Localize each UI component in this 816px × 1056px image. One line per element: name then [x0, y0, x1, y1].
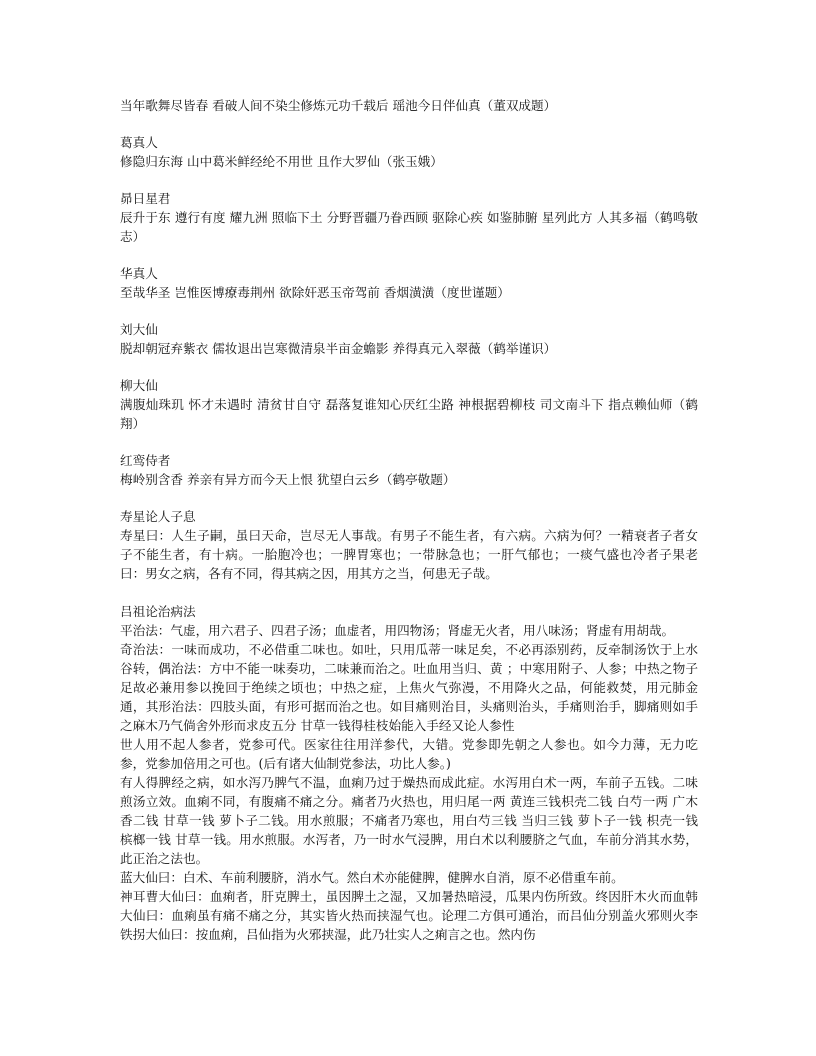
section-heading: 葛真人: [120, 135, 158, 150]
section-liu-daxian-willow: [120, 376, 698, 433]
body-paragraph: 有人得脾经之病，如水泻乃脾气不温，血痢乃过于燥热而成此症。水泻用白术一两，车前子五钱。二味煎汤立效。血痢不同，有腹痛不痛之分。痛者乃火热也，用归尾一两 黄连三钱枳壳二钱 白芍一两 广木香二钱 甘草一钱 萝卜子二钱。用水煎服；不痛者乃寒也，用白芍三钱 当归三钱 萝卜子一钱 枳壳一钱 槟榔一钱 甘草一钱。用水煎服。水泻者，乃一时水气浸脾，用白术以利腰脐之气血，车前分消其水势，此正治之法也。: [120, 775, 698, 866]
verse-text: 当年歌舞尽皆春 看破人间不染尘修炼元功千载后 瑶池今日伴仙真（董双成题）: [120, 98, 557, 113]
verse-text: 修隐归东海 山中葛米鲜经纶不用世 且作大罗仙（张玉娥）: [120, 154, 443, 169]
section-heading: 柳大仙: [120, 378, 158, 393]
section-maori-xingjun: [120, 189, 698, 246]
document-page: [120, 96, 698, 962]
body-paragraph: 寿星曰：人生子嗣，虽曰天命，岂尽无人事哉。有男子不能生者，有六病。六病为何？一精衰者子者女子不能生者，有十病。一胎胞冷也；一脾胃寒也；一带脉急也；一肝气郁也；一痰气盛也冷者子果老曰：男女之病，各有不同，得其病之因，用其方之当，何患无子哉。: [120, 528, 698, 581]
section-heading: 华真人: [120, 266, 158, 281]
verse-text: 满腹灿珠玑 怀才未遇时 清贫甘自守 磊落复谁知心厌红尘路 神根据碧柳枝 司文南斗下 指点赖仙师（鹤 翔）: [120, 397, 698, 431]
section-heading: 刘大仙: [120, 322, 158, 337]
section-heading: 昴日星君: [120, 191, 171, 206]
section-hua-zhenren: [120, 264, 698, 302]
section-shouxing: [120, 507, 698, 583]
section-heading: 寿星论人子息: [120, 509, 196, 524]
verse-text: 脱却朝冠弃紫衣 儒妆退出岂寒微清泉半亩金蟾影 养得真元入翠薇（鹤举谨识）: [120, 341, 557, 356]
body-paragraph: 平治法：气虚，用六君子、四君子汤；血虚者，用四物汤；肾虚无火者，用八味汤；肾虚有用胡哉。: [120, 623, 675, 638]
body-paragraph: 神耳曹大仙曰：血痢者，肝克脾土，虽因脾土之湿，又加暑热暗浸，瓜果内伤所致。终因肝木火而血韩大仙曰：血痢虽有痛不痛之分，其实皆火热而挟湿气也。论理二方俱可通治，而吕仙分别盖火邪则火李铁拐大仙曰：按血痢，吕仙指为火邪挟湿，此乃壮实人之痢言之也。然内伤: [120, 889, 698, 942]
section-lvzu-zhibingfa: [120, 602, 698, 944]
section-ge-zhenren: [120, 133, 698, 171]
body-paragraph: 世人用不起人参者，党参可代。医家往往用洋参代，大错。党参即先朝之人参也。如今力薄，无力吃参，党参加倍用之可也。(后有诸大仙制党参法，功比人参。): [120, 737, 698, 771]
body-paragraph: 蓝大仙曰：白术、车前利腰脐，消水气。然白术亦能健脾，健脾水自消，原不必借重车前。: [120, 870, 624, 885]
body-paragraph: 奇治法：一味而成功，不必借重二味也。如吐，只用瓜蒂一味足矣，不必再添别药，反牵制汤饮于上水谷转，偶治法：方中不能一味奏功，二味兼而治之。吐血用当归、黄 ；中寒用附子、人参；中热之物子足故必兼用参以挽回于绝续之顷也；中热之症，上焦火气弥漫，不用降火之品，何能救焚，用元肺金通，其形治法：四肢头面，有形可据而治之也。如目痛则治目，头痛则治头，手痛则治手，脚痛则如手之麻木乃气倘舍外形而求皮五分 甘草一钱得桂枝始能入手经又论人参性: [120, 642, 698, 733]
section-heading: 吕祖论治病法: [120, 604, 196, 619]
verse-text: 至哉华圣 岂惟医博療毒荆州 欲除奸恶玉帝驾前 香烟潢潢（度世谨题）: [120, 285, 510, 300]
section-liu-daxian: [120, 320, 698, 358]
section-hongluan-shizhe: [120, 451, 698, 489]
section-heading: 红鸾侍者: [120, 453, 171, 468]
verse-block-1: [120, 96, 698, 115]
verse-text: 辰升于东 遵行有度 耀九洲 照临下土 分野晋疆乃眷西顾 驱除心疾 如鉴肺腑 星列此方 人其多福（鹤鸣敬志）: [120, 210, 698, 244]
verse-text: 梅岭别含香 养亲有异方而今天上恨 犹望白云乡（鹤亭敬题）: [120, 472, 456, 487]
